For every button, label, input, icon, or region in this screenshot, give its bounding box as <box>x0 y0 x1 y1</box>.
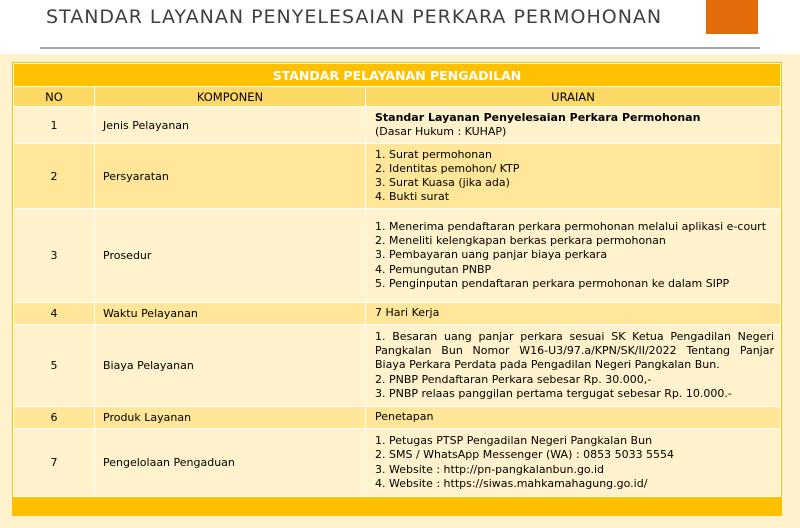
row-number: 6 <box>14 407 95 429</box>
table-banner: STANDAR PELAYANAN PENGADILAN <box>14 64 781 87</box>
table-row <box>14 325 781 407</box>
description-line: 1. Surat permohonan <box>375 147 492 161</box>
description-line: Standar Layanan Penyelesaian Perkara Permohonan <box>375 110 701 124</box>
row-number: 5 <box>14 325 95 407</box>
description-line: 4. Bukti surat <box>375 190 450 204</box>
description-line: 4. Pemungutan PNBP <box>375 262 492 276</box>
row-description <box>366 303 781 325</box>
title-divider <box>40 47 760 49</box>
description-line: Penetapan <box>375 410 434 424</box>
row-number: 3 <box>14 209 95 303</box>
accent-block <box>706 0 758 34</box>
header-component: KOMPONEN <box>95 87 366 107</box>
row-description <box>366 407 781 429</box>
row-description <box>366 209 781 303</box>
table-row <box>14 429 781 497</box>
row-number: 2 <box>14 144 95 209</box>
row-description <box>366 429 781 497</box>
slide-title: STANDAR LAYANAN PENYELESAIAN PERKARA PERMOHONAN <box>46 6 663 28</box>
table-row <box>14 107 781 144</box>
description-line: 5. Penginputan pendaftaran perkara permohonan ke dalam SIPP <box>375 276 730 290</box>
header-no: NO <box>14 87 95 107</box>
row-description <box>366 144 781 209</box>
description-line: (Dasar Hukum : KUHAP) <box>375 125 507 138</box>
table-row <box>14 209 781 303</box>
row-number: 4 <box>14 303 95 325</box>
row-description <box>366 325 781 407</box>
description-line: 1. Besaran uang panjar perkara sesuai SK Ketua Pengadilan Negeri Pangkalan Bun Nomor W16-U3/97.a/KPN/SK/II/2022 Tentang Panjar Biaya Perkara Perdata pada Pengadilan Negeri Pangkalan Bun. <box>375 329 774 372</box>
description-line: 7 Hari Kerja <box>375 306 440 320</box>
description-line: 1. Petugas PTSP Pengadilan Negeri Pangkalan Bun <box>375 434 653 448</box>
description-line: 3. Surat Kuasa (jika ada) <box>375 176 510 189</box>
description-line: 4. Website : https://siwas.mahkamahagung.go.id/ <box>375 476 648 490</box>
row-description <box>366 107 781 144</box>
table-row <box>14 407 781 429</box>
description-line: 3. Pembayaran uang panjar biaya perkara <box>375 248 608 262</box>
description-line: 2. PNBP Pendaftaran Perkara sebesar Rp. 30.000,- <box>375 372 652 386</box>
row-component: Pengelolaan Pengaduan <box>95 429 366 497</box>
description-line: 1. Menerima pendaftaran perkara permohonan melalui aplikasi e-court <box>375 219 767 233</box>
description-line: 2. SMS / WhatsApp Messenger (WA) : 0853 5033 5554 <box>375 448 675 462</box>
table-header-row <box>14 87 781 107</box>
table-banner-row <box>14 64 781 87</box>
service-standard-table <box>13 63 781 497</box>
row-number: 7 <box>14 429 95 497</box>
row-component: Waktu Pelayanan <box>95 303 366 325</box>
row-component: Produk Layanan <box>95 407 366 429</box>
description-line: 2. Identitas pemohon/ KTP <box>375 161 520 175</box>
description-line: 3. PNBP relaas panggilan pertama tergugat sebesar Rp. 10.000.- <box>375 386 732 400</box>
table-row <box>14 144 781 209</box>
description-line: 2. Meneliti kelengkapan berkas perkara permohonan <box>375 234 666 248</box>
row-component: Biaya Pelayanan <box>95 325 366 407</box>
row-component: Jenis Pelayanan <box>95 107 366 144</box>
row-number: 1 <box>14 107 95 144</box>
header-description: URAIAN <box>366 87 781 107</box>
description-line: 3. Website : http://pn-pangkalanbun.go.id <box>375 462 605 476</box>
table-row <box>14 303 781 325</box>
row-component: Persyaratan <box>95 144 366 209</box>
row-component: Prosedur <box>95 209 366 303</box>
